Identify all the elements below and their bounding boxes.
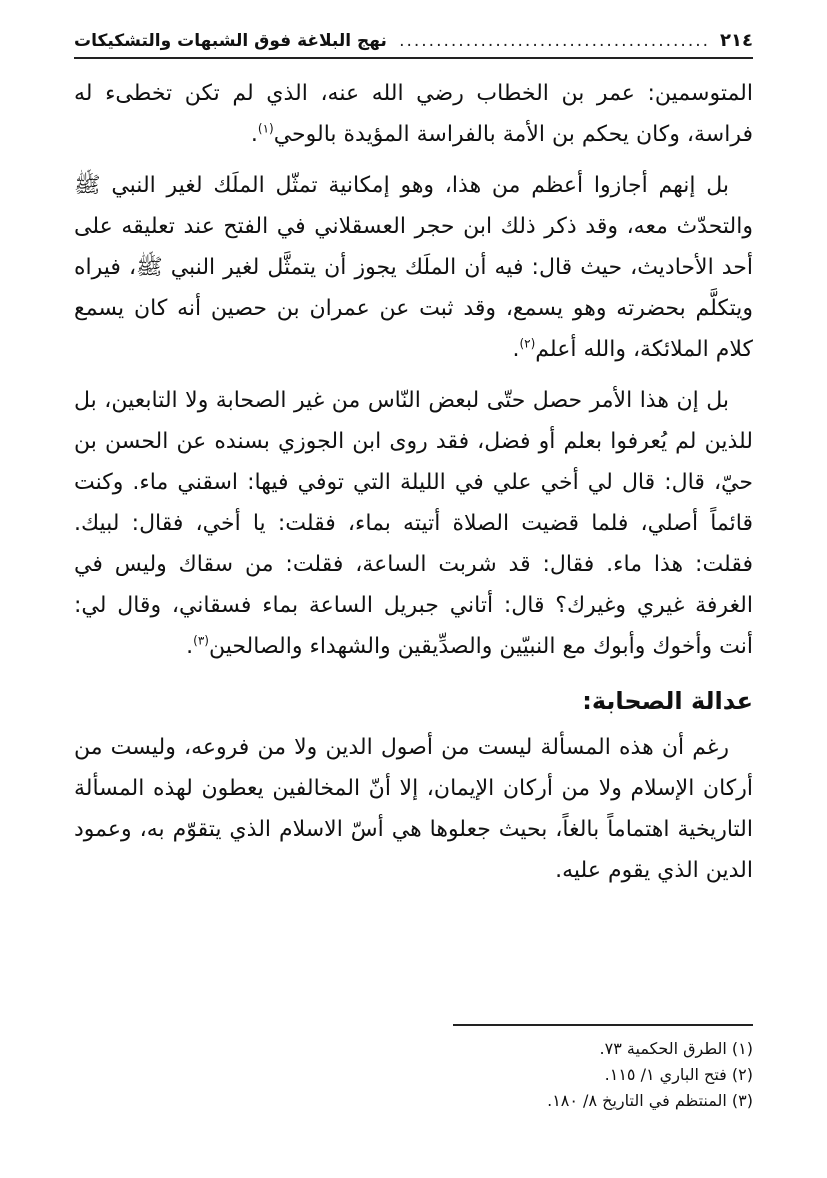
footnote-1: (١) الطرق الحكمية ٧٣. (599, 1039, 753, 1058)
footnote-3: (٣) المنتظم في التاريخ ٨/ ١٨٠. (547, 1091, 753, 1110)
section-paragraph: رغم أن هذه المسألة ليست من أصول الدين ولا من فروعه، وليست من أركان الإسلام ولا من أركان الإيمان، إلا أنّ المخالفين يعطون لهذه المسألة التاريخية اهتماماً بالغاً، بحيث جعلوها هي أسّ الاسلام الذي يتقوّم به، وعمود الدين الذي يقوم عليه. (74, 735, 753, 883)
running-header (74, 30, 753, 59)
paragraph-1 (74, 73, 753, 155)
running-title: نهج البلاغة فوق الشبهات والتشكيكات (74, 31, 387, 51)
section-heading (74, 681, 753, 721)
section-heading-text: عدالة الصحابة (591, 687, 753, 715)
paragraph-end: . (250, 122, 258, 147)
footnote-ref-3: (٣) (193, 633, 209, 648)
section-heading-colon: : (582, 687, 592, 715)
footnotes (74, 1024, 753, 1114)
footnote-separator (453, 1024, 753, 1026)
paragraph-text: المتوسمين: عمر بن الخطاب رضي الله عنه، الذي لم تكن تخطىء له فراسة، وكان يحكم بن الأمة بالفراسة المؤيدة بالوحي (74, 81, 753, 147)
paragraph-text: بل إن هذا الأمر حصل حتّى لبعض النّاس من غير الصحابة ولا التابعين، بل للذين لم يُعرفوا بعلم أو فضل، فقد روى ابن الجوزي بسنده عن الحسن بن حيّ، قال: قال لي أخي علي في الليلة التي توفي فيها: اسقني ماء. وكنت قائماً أصلي، فلما قضيت الصلاة أتيته بماء، فقلت: يا أخي، فقال: لبيك. فقلت: هذا ماء. فقال: قد شربت الساعة، فقلت: من سقاك وليس في الغرفة غيري وغيرك؟ قال: أتاني جبريل الساعة بماء فسقاني، وقال لي: أنت وأخوك وأبوك مع النبيّين والصدِّيقين والشهداء والصالحين (74, 388, 753, 659)
footnote-ref-2: (٢) (519, 336, 536, 351)
footnote-ref-1: (١) (257, 121, 274, 136)
footnote-2: (٢) فتح الباري ١/ ١١٥. (604, 1065, 753, 1084)
paragraph-3 (74, 380, 753, 667)
paragraph-text: بل إنهم أجازوا أعظم من هذا، وهو إمكانية تمثّل الملَك لغير النبي ﷺ والتحدّث معه، وقد ذكر ذلك ابن حجر العسقلاني في الفتح عند تعليقه على أحد الأحاديث، حيث قال: فيه أن الملَك يجوز أن يتمثَّل لغير النبي ﷺ، فيراه ويتكلَّم بحضرته وهو يسمع، وقد ثبت عن عمران بن حصين أنه كان يسمع كلام الملائكة، والله أعلم (74, 173, 753, 362)
paragraph-end: . (512, 337, 520, 362)
header-leader-dots (397, 31, 710, 51)
paragraph-end: . (186, 634, 194, 659)
paragraph-2 (74, 165, 753, 370)
page-number: ٢١٤ (720, 30, 753, 51)
